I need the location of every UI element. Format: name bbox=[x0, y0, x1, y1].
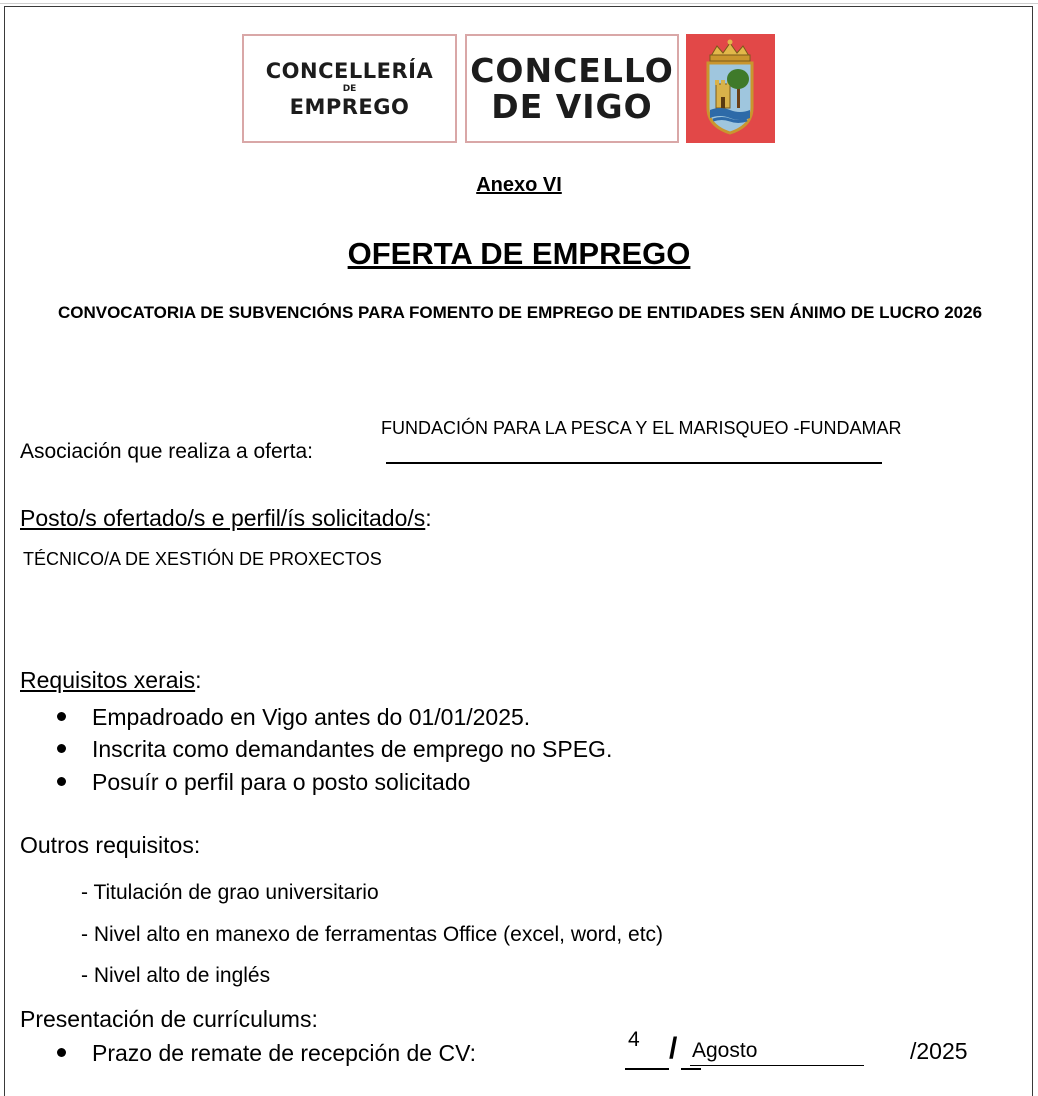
post-value: TÉCNICO/A DE XESTIÓN DE PROXECTOS bbox=[23, 549, 382, 569]
bullet-icon bbox=[57, 1048, 66, 1057]
requirements-heading-text: Requisitos xerais bbox=[20, 667, 196, 693]
day-underline bbox=[625, 1068, 669, 1070]
association-value: FUNDACIÓN PARA LA PESCA Y EL MARISQUEO -FUNDAMAR bbox=[381, 418, 902, 438]
requirements-heading-colon: : bbox=[195, 667, 202, 693]
association-label: Asociación que realiza a oferta: bbox=[20, 440, 314, 463]
requirement-text: Empadroado en Vigo antes do 01/01/2025. bbox=[92, 704, 531, 730]
list-item bbox=[57, 704, 530, 731]
logo-text-emprego: EMPREGO bbox=[289, 94, 410, 119]
cv-deadline-day: 4 bbox=[628, 1028, 640, 1051]
bullet-icon bbox=[57, 777, 66, 786]
list-item bbox=[57, 769, 470, 796]
logo-text-concello: CONCELLO bbox=[470, 50, 674, 90]
logo-text-concelleria: CONCELLERÍA bbox=[265, 58, 434, 83]
other-requirement-item: - Nivel alto de inglés bbox=[81, 964, 271, 987]
annex-label: Anexo VI bbox=[476, 174, 562, 196]
slash-underline bbox=[681, 1068, 701, 1070]
other-requirements-heading: Outros requisitos: bbox=[20, 832, 201, 858]
cv-deadline-month: Agosto bbox=[692, 1039, 758, 1062]
cv-deadline-item bbox=[57, 1040, 476, 1067]
concello-vigo-logo bbox=[465, 34, 679, 143]
requirement-text: Inscrita como demandantes de emprego no SPEG. bbox=[92, 736, 613, 762]
logo-text-de: DE bbox=[342, 83, 357, 94]
posts-heading-text: Posto/s ofertado/s e perfil/ís solicitado/s bbox=[20, 505, 426, 531]
list-item bbox=[57, 736, 612, 763]
concelleria-emprego-logo bbox=[242, 34, 457, 143]
association-underline bbox=[386, 462, 882, 464]
cv-heading: Presentación de currículums: bbox=[20, 1006, 318, 1032]
bullet-icon bbox=[57, 744, 66, 753]
posts-heading-colon: : bbox=[425, 505, 432, 531]
bullet-icon bbox=[57, 712, 66, 721]
month-underline bbox=[690, 1065, 864, 1066]
call-subtitle: CONVOCATORIA DE SUBVENCIÓNS PARA FOMENTO DE EMPREGO DE ENTIDADES SEN ÁNIMO DE LUCRO 2026 bbox=[57, 303, 983, 322]
posts-heading bbox=[20, 505, 432, 532]
cv-date-slash: / bbox=[669, 1032, 678, 1065]
requirements-heading bbox=[20, 667, 202, 694]
vigo-crest-icon bbox=[686, 34, 775, 143]
page-title: OFERTA DE EMPREGO bbox=[347, 236, 691, 271]
top-divider bbox=[0, 3, 1038, 4]
other-requirement-item: - Titulación de grao universitario bbox=[81, 881, 379, 904]
cv-deadline-year: /2025 bbox=[910, 1038, 968, 1064]
cv-deadline-label: Prazo de remate de recepción de CV: bbox=[92, 1040, 476, 1066]
requirement-text: Posuír o perfil para o posto solicitado bbox=[92, 769, 471, 795]
logo-text-de-vigo: DE VIGO bbox=[491, 86, 653, 126]
other-requirement-item: - Nivel alto en manexo de ferramentas Office (excel, word, etc) bbox=[81, 923, 664, 946]
